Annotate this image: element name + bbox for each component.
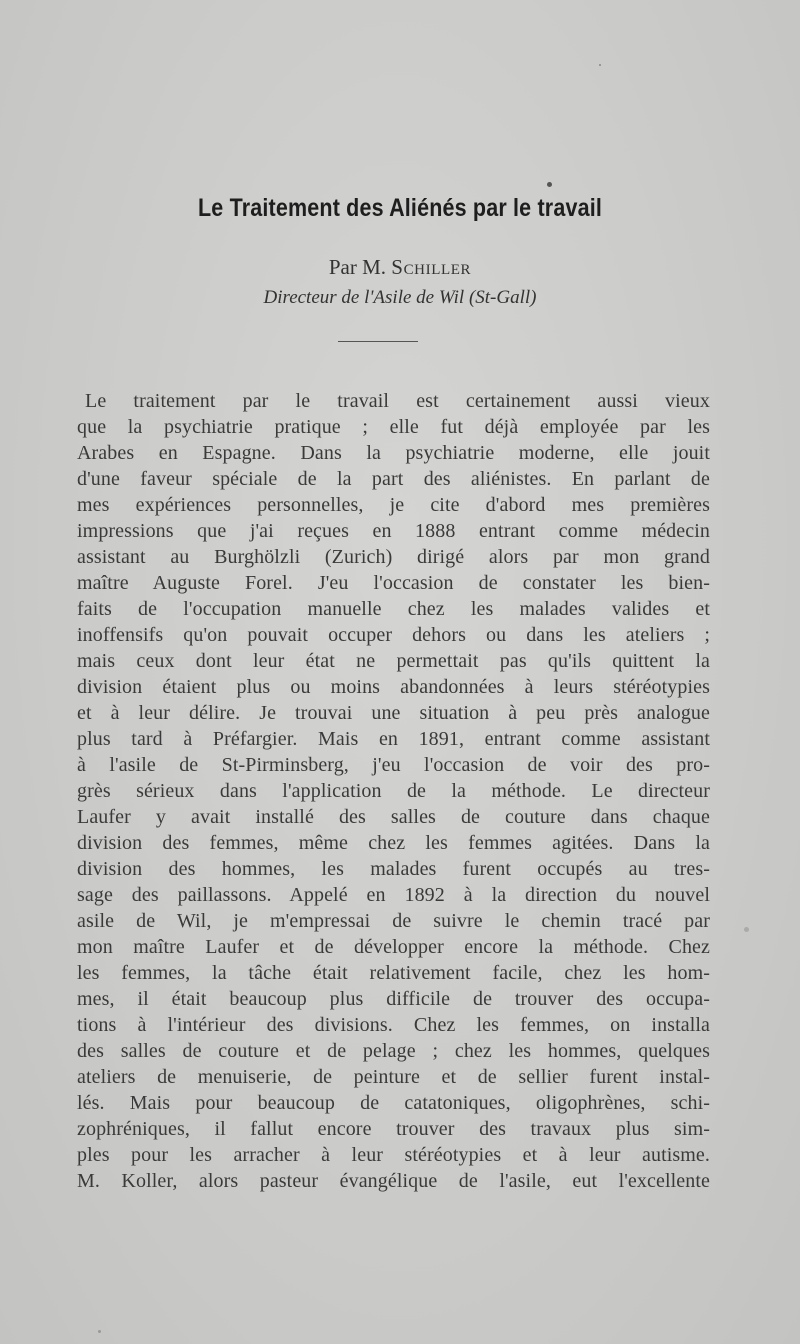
text-line: et à leur délire. Je trouvai une situation à peu près analogue (77, 702, 710, 724)
text-line: Le traitement par le travail est certainement aussi vieux (85, 390, 710, 412)
text-line: division des hommes, les malades furent occupés au tres- (77, 858, 710, 880)
text-line: plus tard à Préfargier. Mais en 1891, entrant comme assistant (77, 728, 710, 750)
text-line: lés. Mais pour beaucoup de catatoniques, oligophrènes, schi- (77, 1092, 710, 1114)
author-prefix: Par M. (328, 255, 387, 279)
text-line: zophréniques, il fallut encore trouver des travaux plus sim- (77, 1118, 710, 1140)
author-affiliation: Directeur de l'Asile de Wil (St-Gall) (263, 287, 537, 308)
text-line: division des femmes, même chez les femmes agitées. Dans la (77, 832, 710, 854)
text-line: M. Koller, alors pasteur évangélique de l'asile, eut l'excellente (77, 1170, 710, 1192)
text-line: à l'asile de St-Pirminsberg, j'eu l'occasion de voir des pro- (77, 754, 710, 776)
text-line: faits de l'occupation manuelle chez les malades valides et (77, 598, 710, 620)
text-line: mais ceux dont leur état ne permettait pas qu'ils quittent la (77, 650, 710, 672)
paper-speck (599, 64, 601, 66)
text-line: ples pour les arracher à leur stéréotypies et à leur autisme. (77, 1144, 710, 1166)
text-line: asile de Wil, je m'empressai de suivre le chemin tracé par (77, 910, 710, 932)
paper-speck (744, 927, 749, 932)
paper-speck (98, 1330, 101, 1333)
text-line: les femmes, la tâche était relativement facile, chez les hom- (77, 962, 710, 984)
separator-rule (338, 341, 418, 342)
author-name: Schiller (391, 255, 472, 279)
text-line: que la psychiatrie pratique ; elle fut déjà employée par les (77, 416, 710, 438)
text-line: mes, il était beaucoup plus difficile de trouver des occupa- (77, 988, 710, 1010)
text-line: grès sérieux dans l'application de la méthode. Le directeur (77, 780, 710, 802)
paper-speck (547, 182, 552, 187)
author-line (0, 255, 800, 280)
text-line: des salles de couture et de pelage ; chez les hommes, quelques (77, 1040, 710, 1062)
text-line: mes expériences personnelles, je cite d'abord mes premières (77, 494, 710, 516)
article-title: Le Traitement des Aliénés par le travail (197, 194, 603, 222)
text-line: division étaient plus ou moins abandonnées à leurs stéréotypies (77, 676, 710, 698)
text-line: Arabes en Espagne. Dans la psychiatrie moderne, elle jouit (77, 442, 710, 464)
body-paragraph (77, 388, 710, 1194)
text-line: maître Auguste Forel. J'eu l'occasion de constater les bien- (77, 572, 710, 594)
text-line: mon maître Laufer et de développer encore la méthode. Chez (77, 936, 710, 958)
text-line: tions à l'intérieur des divisions. Chez les femmes, on installa (77, 1014, 710, 1036)
text-line: inoffensifs qu'on pouvait occuper dehors ou dans les ateliers ; (77, 624, 710, 646)
text-line: ateliers de menuiserie, de peinture et de sellier furent instal- (77, 1066, 710, 1088)
text-line: assistant au Burghölzli (Zurich) dirigé alors par mon grand (77, 546, 710, 568)
text-line: impressions que j'ai reçues en 1888 entrant comme médecin (77, 520, 710, 542)
text-line: Laufer y avait installé des salles de couture dans chaque (77, 806, 710, 828)
text-line: d'une faveur spéciale de la part des aliénistes. En parlant de (77, 468, 710, 490)
text-line: sage des paillassons. Appelé en 1892 à la direction du nouvel (77, 884, 710, 906)
